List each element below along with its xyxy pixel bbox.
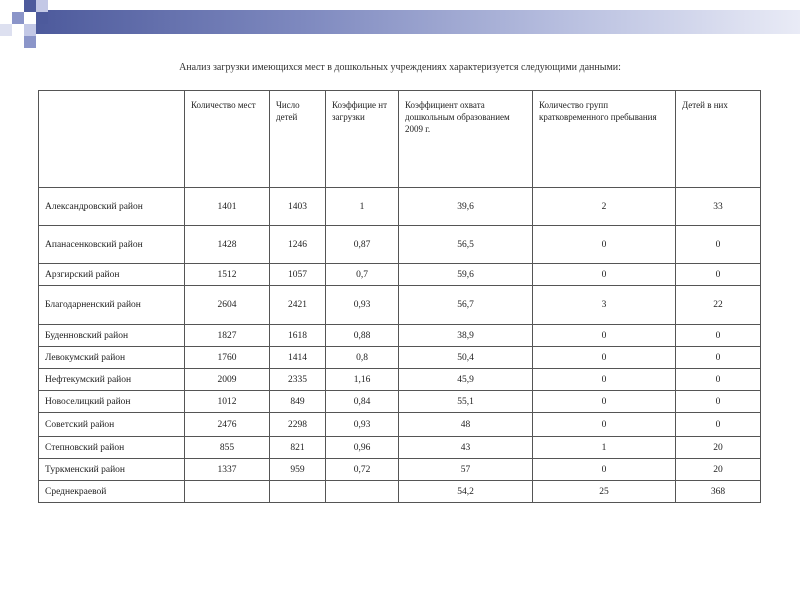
decor-square (12, 0, 24, 12)
table-cell: 2604 (185, 286, 270, 325)
table-cell: 0 (676, 369, 761, 391)
table-cell: 0,93 (326, 413, 399, 437)
table-row (39, 391, 761, 413)
district-cell: Арзгирский район (39, 264, 185, 286)
decor-square (12, 12, 24, 24)
table-row (39, 325, 761, 347)
table-cell: 0,7 (326, 264, 399, 286)
table-cell: 0,96 (326, 437, 399, 459)
decor-square (0, 24, 12, 36)
header-banner (0, 0, 800, 50)
table-cell: 0 (533, 347, 676, 369)
district-cell: Благодарненский район (39, 286, 185, 325)
district-cell: Нефтекумский район (39, 369, 185, 391)
table-cell: 0 (676, 413, 761, 437)
district-cell: Апанасенковский район (39, 226, 185, 264)
decor-square (12, 24, 24, 36)
table-header-row (39, 91, 761, 188)
table-cell: 1618 (270, 325, 326, 347)
table-cell: 1337 (185, 459, 270, 481)
table-cell: 1827 (185, 325, 270, 347)
table-cell: 38,9 (399, 325, 533, 347)
table-row (39, 369, 761, 391)
table-cell: 55,1 (399, 391, 533, 413)
table-cell: 1401 (185, 188, 270, 226)
decor-square (24, 0, 36, 12)
table-cell (326, 481, 399, 503)
column-header: Детей в них (676, 91, 761, 188)
table-cell: 1403 (270, 188, 326, 226)
table-cell: 1 (533, 437, 676, 459)
table-cell: 0,72 (326, 459, 399, 481)
table-cell: 2009 (185, 369, 270, 391)
table-cell: 1414 (270, 347, 326, 369)
table-row (39, 286, 761, 325)
table-cell: 0 (676, 264, 761, 286)
page-title: Анализ загрузки имеющихся мест в дошкольных учреждениях характеризуется следующими данными: (179, 62, 621, 73)
table-cell: 0 (533, 226, 676, 264)
table-cell: 33 (676, 188, 761, 226)
table-row (39, 264, 761, 286)
decor-square (24, 24, 36, 36)
column-header: Коэффициент охвата дошкольным образованием 2009 г. (399, 91, 533, 188)
column-header: Количество мест (185, 91, 270, 188)
decor-square (24, 36, 36, 48)
table-cell: 57 (399, 459, 533, 481)
table-cell: 54,2 (399, 481, 533, 503)
table-cell: 821 (270, 437, 326, 459)
table-cell: 0,8 (326, 347, 399, 369)
table-cell: 0 (533, 391, 676, 413)
district-cell: Александровский район (39, 188, 185, 226)
table-cell: 48 (399, 413, 533, 437)
table-row (39, 188, 761, 226)
table-cell: 43 (399, 437, 533, 459)
table-row (39, 437, 761, 459)
table-cell: 1428 (185, 226, 270, 264)
table-cell (270, 481, 326, 503)
table-cell: 0,93 (326, 286, 399, 325)
table-cell: 20 (676, 437, 761, 459)
column-header: Число детей (270, 91, 326, 188)
column-header (39, 91, 185, 188)
table-row (39, 413, 761, 437)
table-cell: 1 (326, 188, 399, 226)
table-cell: 0 (533, 264, 676, 286)
district-cell: Новоселицкий район (39, 391, 185, 413)
decor-square (36, 0, 48, 12)
column-header: Количество групп кратковременного пребывания (533, 91, 676, 188)
table-cell: 849 (270, 391, 326, 413)
decor-square (24, 12, 36, 24)
table-cell: 959 (270, 459, 326, 481)
table-cell: 0,87 (326, 226, 399, 264)
table-cell: 1057 (270, 264, 326, 286)
district-cell: Туркменский район (39, 459, 185, 481)
table-cell: 3 (533, 286, 676, 325)
district-cell: Среднекраевой (39, 481, 185, 503)
district-cell: Советский район (39, 413, 185, 437)
table-cell: 1512 (185, 264, 270, 286)
table-cell: 0 (533, 413, 676, 437)
table-cell (185, 481, 270, 503)
table-cell: 25 (533, 481, 676, 503)
table-cell: 2 (533, 188, 676, 226)
table-cell: 855 (185, 437, 270, 459)
table-cell: 20 (676, 459, 761, 481)
table-cell: 0,88 (326, 325, 399, 347)
table-cell: 368 (676, 481, 761, 503)
table-cell: 1012 (185, 391, 270, 413)
district-cell: Буденновский район (39, 325, 185, 347)
table-cell: 2421 (270, 286, 326, 325)
table-cell: 39,6 (399, 188, 533, 226)
table-cell: 0 (533, 369, 676, 391)
table-row (39, 347, 761, 369)
table-cell: 0 (676, 325, 761, 347)
table-cell: 1760 (185, 347, 270, 369)
column-header: Коэффицие нт загрузки (326, 91, 399, 188)
table-cell: 2298 (270, 413, 326, 437)
table-cell: 50,4 (399, 347, 533, 369)
table-cell: 0 (533, 459, 676, 481)
district-load-table (38, 90, 761, 503)
table-cell: 45,9 (399, 369, 533, 391)
table-cell: 1,16 (326, 369, 399, 391)
table-cell: 0 (676, 391, 761, 413)
table-row (39, 459, 761, 481)
table-cell: 1246 (270, 226, 326, 264)
table-cell: 0,84 (326, 391, 399, 413)
table-cell: 2476 (185, 413, 270, 437)
district-cell: Степновский район (39, 437, 185, 459)
header-gradient-band (36, 10, 800, 34)
table-row (39, 226, 761, 264)
table-cell: 56,7 (399, 286, 533, 325)
table-cell: 0 (533, 325, 676, 347)
table-row-summary (39, 481, 761, 503)
decor-square (36, 12, 48, 24)
table-cell: 2335 (270, 369, 326, 391)
table-cell: 0 (676, 226, 761, 264)
table-cell: 56,5 (399, 226, 533, 264)
table-cell: 59,6 (399, 264, 533, 286)
table-cell: 22 (676, 286, 761, 325)
district-cell: Левокумский район (39, 347, 185, 369)
table-cell: 0 (676, 347, 761, 369)
